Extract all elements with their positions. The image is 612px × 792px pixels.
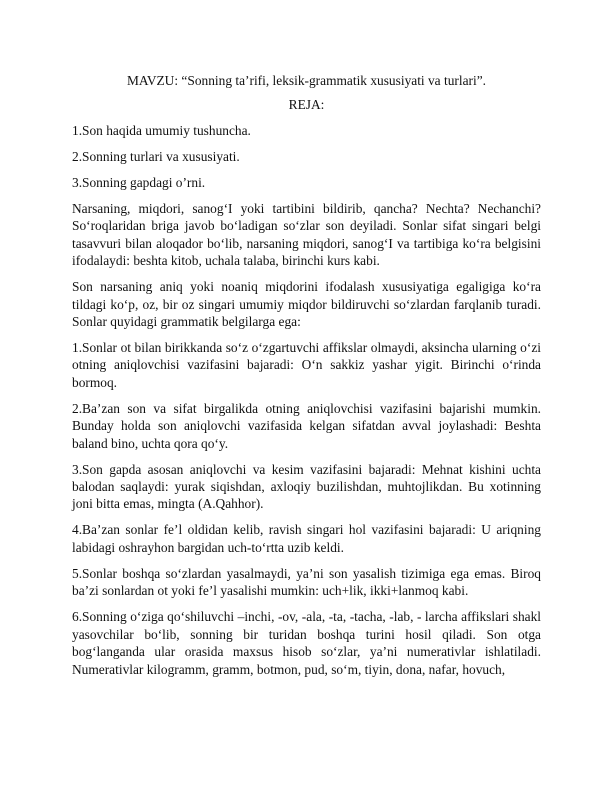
plan-heading: REJA: — [288, 97, 325, 112]
paragraph-feature-3: 3.Son gapda asosan aniqlovchi va kesim vazifasini bajaradi: Mehnat kishini uchta balodan saqlaydi: yurak siqishdan, axloqiy buzilishdan, muhtojlikdan. Bu xotinning joni bitta emas, mingta (A.Qahhor). — [72, 461, 541, 512]
paragraph-grammatical-features-intro: Son narsaning aniq yoki noaniq miqdorini ifodalash xususiyatiga egaligiga ko‘ra tildagi ko‘p, oz, bir oz singari umumiy miqdor bildiruvchi so‘zlardan farqlanib turadi. Sonlar quyidagi grammatik belgilarga ega: — [72, 279, 541, 330]
paragraph-feature-6: 6.Sonning o‘ziga qo‘shiluvchi –inchi, -ov, -ala, -ta, -tacha, -lab, - larcha affikslari shakl yasovchilar bo‘lib, sonning bir turidan boshqa turini hosil qiladi. Son otga bog‘langanda ular orasida maxsus hisob so‘zlar, ya’ni numerativlar ishlatiladi. Numerativlar kilogramm, gramm, botmon, pud, so‘m, tiyin, dona, nafar, hovuch, — [72, 609, 541, 677]
document-title: MAVZU: “Sonning ta’rifi, leksik-grammatik xususiyati va turlari”. — [126, 73, 486, 88]
plan-item-1: 1.Son haqida umumiy tushuncha. — [72, 123, 251, 138]
paragraph-feature-4: 4.Ba’zan sonlar fe’l oldidan kelib, ravish singari hol vazifasini bajaradi: U ariqning labidagi oshrayhon bargidan uch-to‘rtta uzib keldi. — [72, 522, 541, 555]
paragraph-definition: Narsaning, miqdori, sanog‘I yoki tartibini bildirib, qancha? Nechta? Nechanchi? So‘roqlaridan briga javob bo‘ladigan so‘zlar son deyiladi. Sonlar sifat singari belgi tasavvuri bilan aloqador bo‘lib, narsaning miqdori, sanog‘I va tartibiga ko‘ra belgisini ifodalaydi: beshta kitob, uchala talaba, birinchi kurs kabi. — [72, 201, 541, 269]
paragraph-feature-1: 1.Sonlar ot bilan birikkanda so‘z o‘zgartuvchi affikslar olmaydi, aksincha ularning o‘zi otning aniqlovchisi vazifasini bajaradi: O‘n sakkiz yashar yigit. Birinchi o‘rinda bormoq. — [72, 340, 541, 390]
paragraph-feature-2: 2.Ba’zan son va sifat birgalikda otning aniqlovchisi vazifasini bajarishi mumkin. Bunday holda son aniqlovchi vazifasida kelgan sifatdan avval joylashadi: Beshta baland bino, uchta qora qo‘y. — [72, 400, 541, 451]
paragraph-feature-5: 5.Sonlar boshqa so‘zlardan yasalmaydi, ya’ni son yasalish tizimiga ega emas. Biroq ba’zi sonlardan ot yoki fe’l yasalishi mumkin: uch+lik, ikki+lanmoq kabi. — [72, 565, 541, 599]
plan-item-3: 3.Sonning gapdagi o’rni. — [72, 175, 206, 190]
plan-item-2: 2.Sonning turlari va xususiyati. — [72, 149, 240, 164]
